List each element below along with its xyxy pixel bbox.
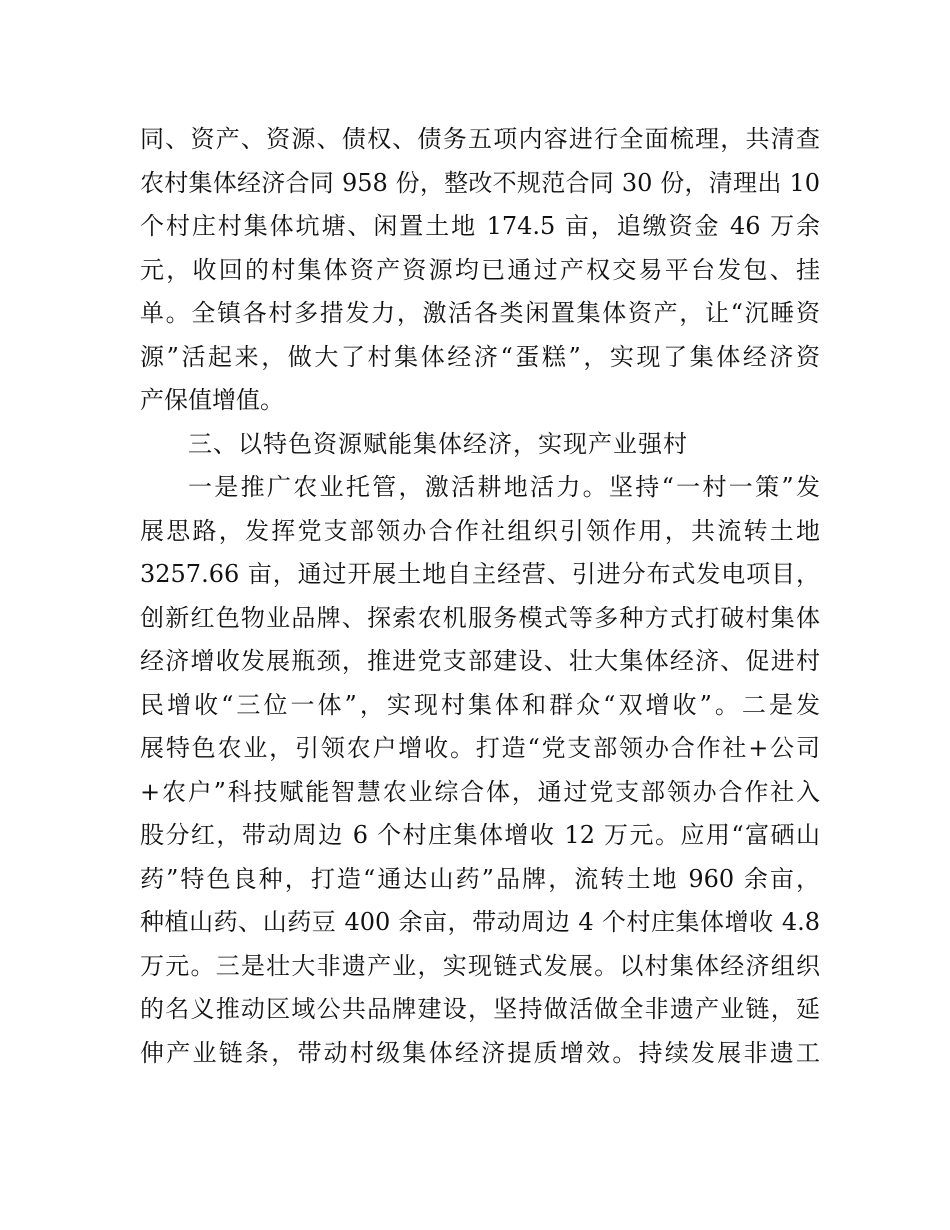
text-line: 同、资产、资源、债权、债务五项内容进行全面梳理，共清查 (140, 125, 820, 153)
text-line: 元，收回的村集体资产资源均已通过产权交易平台发包、挂 (140, 255, 820, 284)
text-line: 万元。三是壮大非遗产业，实现链式发展。以村集体经济组织 (140, 951, 820, 980)
text-line: +农户”科技赋能智慧农业综合体，通过党支部领办合作社入 (140, 777, 820, 806)
paragraph-2-line (140, 597, 820, 641)
text-line: 股分红，带动周边 6 个村庄集体增收 12 万元。应用“富硒山 (140, 821, 820, 849)
section-heading-text: 三、以特色资源赋能集体经济，实现产业强村 (188, 429, 688, 458)
paragraph-1-line (140, 379, 820, 423)
paragraph-2-line (140, 466, 820, 510)
paragraph-1-line (140, 205, 820, 249)
text-line: 种植山药、山药豆 400 余亩，带动周边 4 个村庄集体增收 4.8 (140, 908, 820, 936)
text-line: 展思路，发挥党支部领办合作社组织引领作用，共流转土地 (140, 516, 820, 545)
text-line: 民增收“三位一体”，实现村集体和群众“双增收”。二是发 (140, 690, 820, 719)
paragraph-1-line (140, 249, 820, 293)
paragraph-2-line (140, 945, 820, 989)
paragraph-2-line (140, 684, 820, 728)
text-line: 单。全镇各村多措发力，激活各类闲置集体资产，让“沉睡资 (140, 299, 820, 327)
text-line: 产保值增值。 (140, 386, 284, 414)
text-line: 创新红色物业品牌、探索农机服务模式等多种方式打破村集体 (140, 603, 820, 632)
paragraph-2-line (140, 553, 820, 597)
paragraph-2-line (140, 771, 820, 815)
text-line: 农村集体经济合同 958 份，整改不规范合同 30 份，清理出 10 (140, 168, 820, 197)
text-line: 经济增收发展瓶颈，推进党支部建设、壮大集体经济、促进村 (140, 647, 820, 675)
section-heading (140, 423, 820, 467)
text-line: 个村庄村集体坑塘、闲置土地 174.5 亩，追缴资金 46 万余 (140, 212, 820, 240)
paragraph-2-line (140, 814, 820, 858)
paragraph-2-line (140, 1032, 820, 1076)
paragraph-2-line (140, 727, 820, 771)
document-body (140, 118, 820, 1075)
text-line: 一是推广农业托管，激活耕地活力。坚持“一村一策”发 (188, 473, 820, 501)
text-line: 展特色农业，引领农户增收。打造“党支部领办合作社+公司 (140, 734, 820, 762)
paragraph-2-line (140, 510, 820, 554)
paragraph-2-line (140, 640, 820, 684)
text-line: 的名义推动区域公共品牌建设，坚持做活做全非遗产业链，延 (140, 995, 820, 1023)
text-line: 3257.66 亩，通过开展土地自主经营、引进分布式发电项目， (140, 560, 820, 588)
paragraph-1-line (140, 292, 820, 336)
paragraph-2-line (140, 901, 820, 945)
paragraph-1-line (140, 162, 820, 206)
text-line: 源”活起来，做大了村集体经济“蛋糕”，实现了集体经济资 (140, 342, 820, 371)
paragraph-1-line (140, 336, 820, 380)
paragraph-1-line (140, 118, 820, 162)
text-line: 药”特色良种，打造“通达山药”品牌，流转土地 960 余亩， (140, 864, 820, 893)
text-line: 伸产业链条，带动村级集体经济提质增效。持续发展非遗工 (140, 1038, 820, 1067)
paragraph-2-line (140, 858, 820, 902)
paragraph-2-line (140, 988, 820, 1032)
